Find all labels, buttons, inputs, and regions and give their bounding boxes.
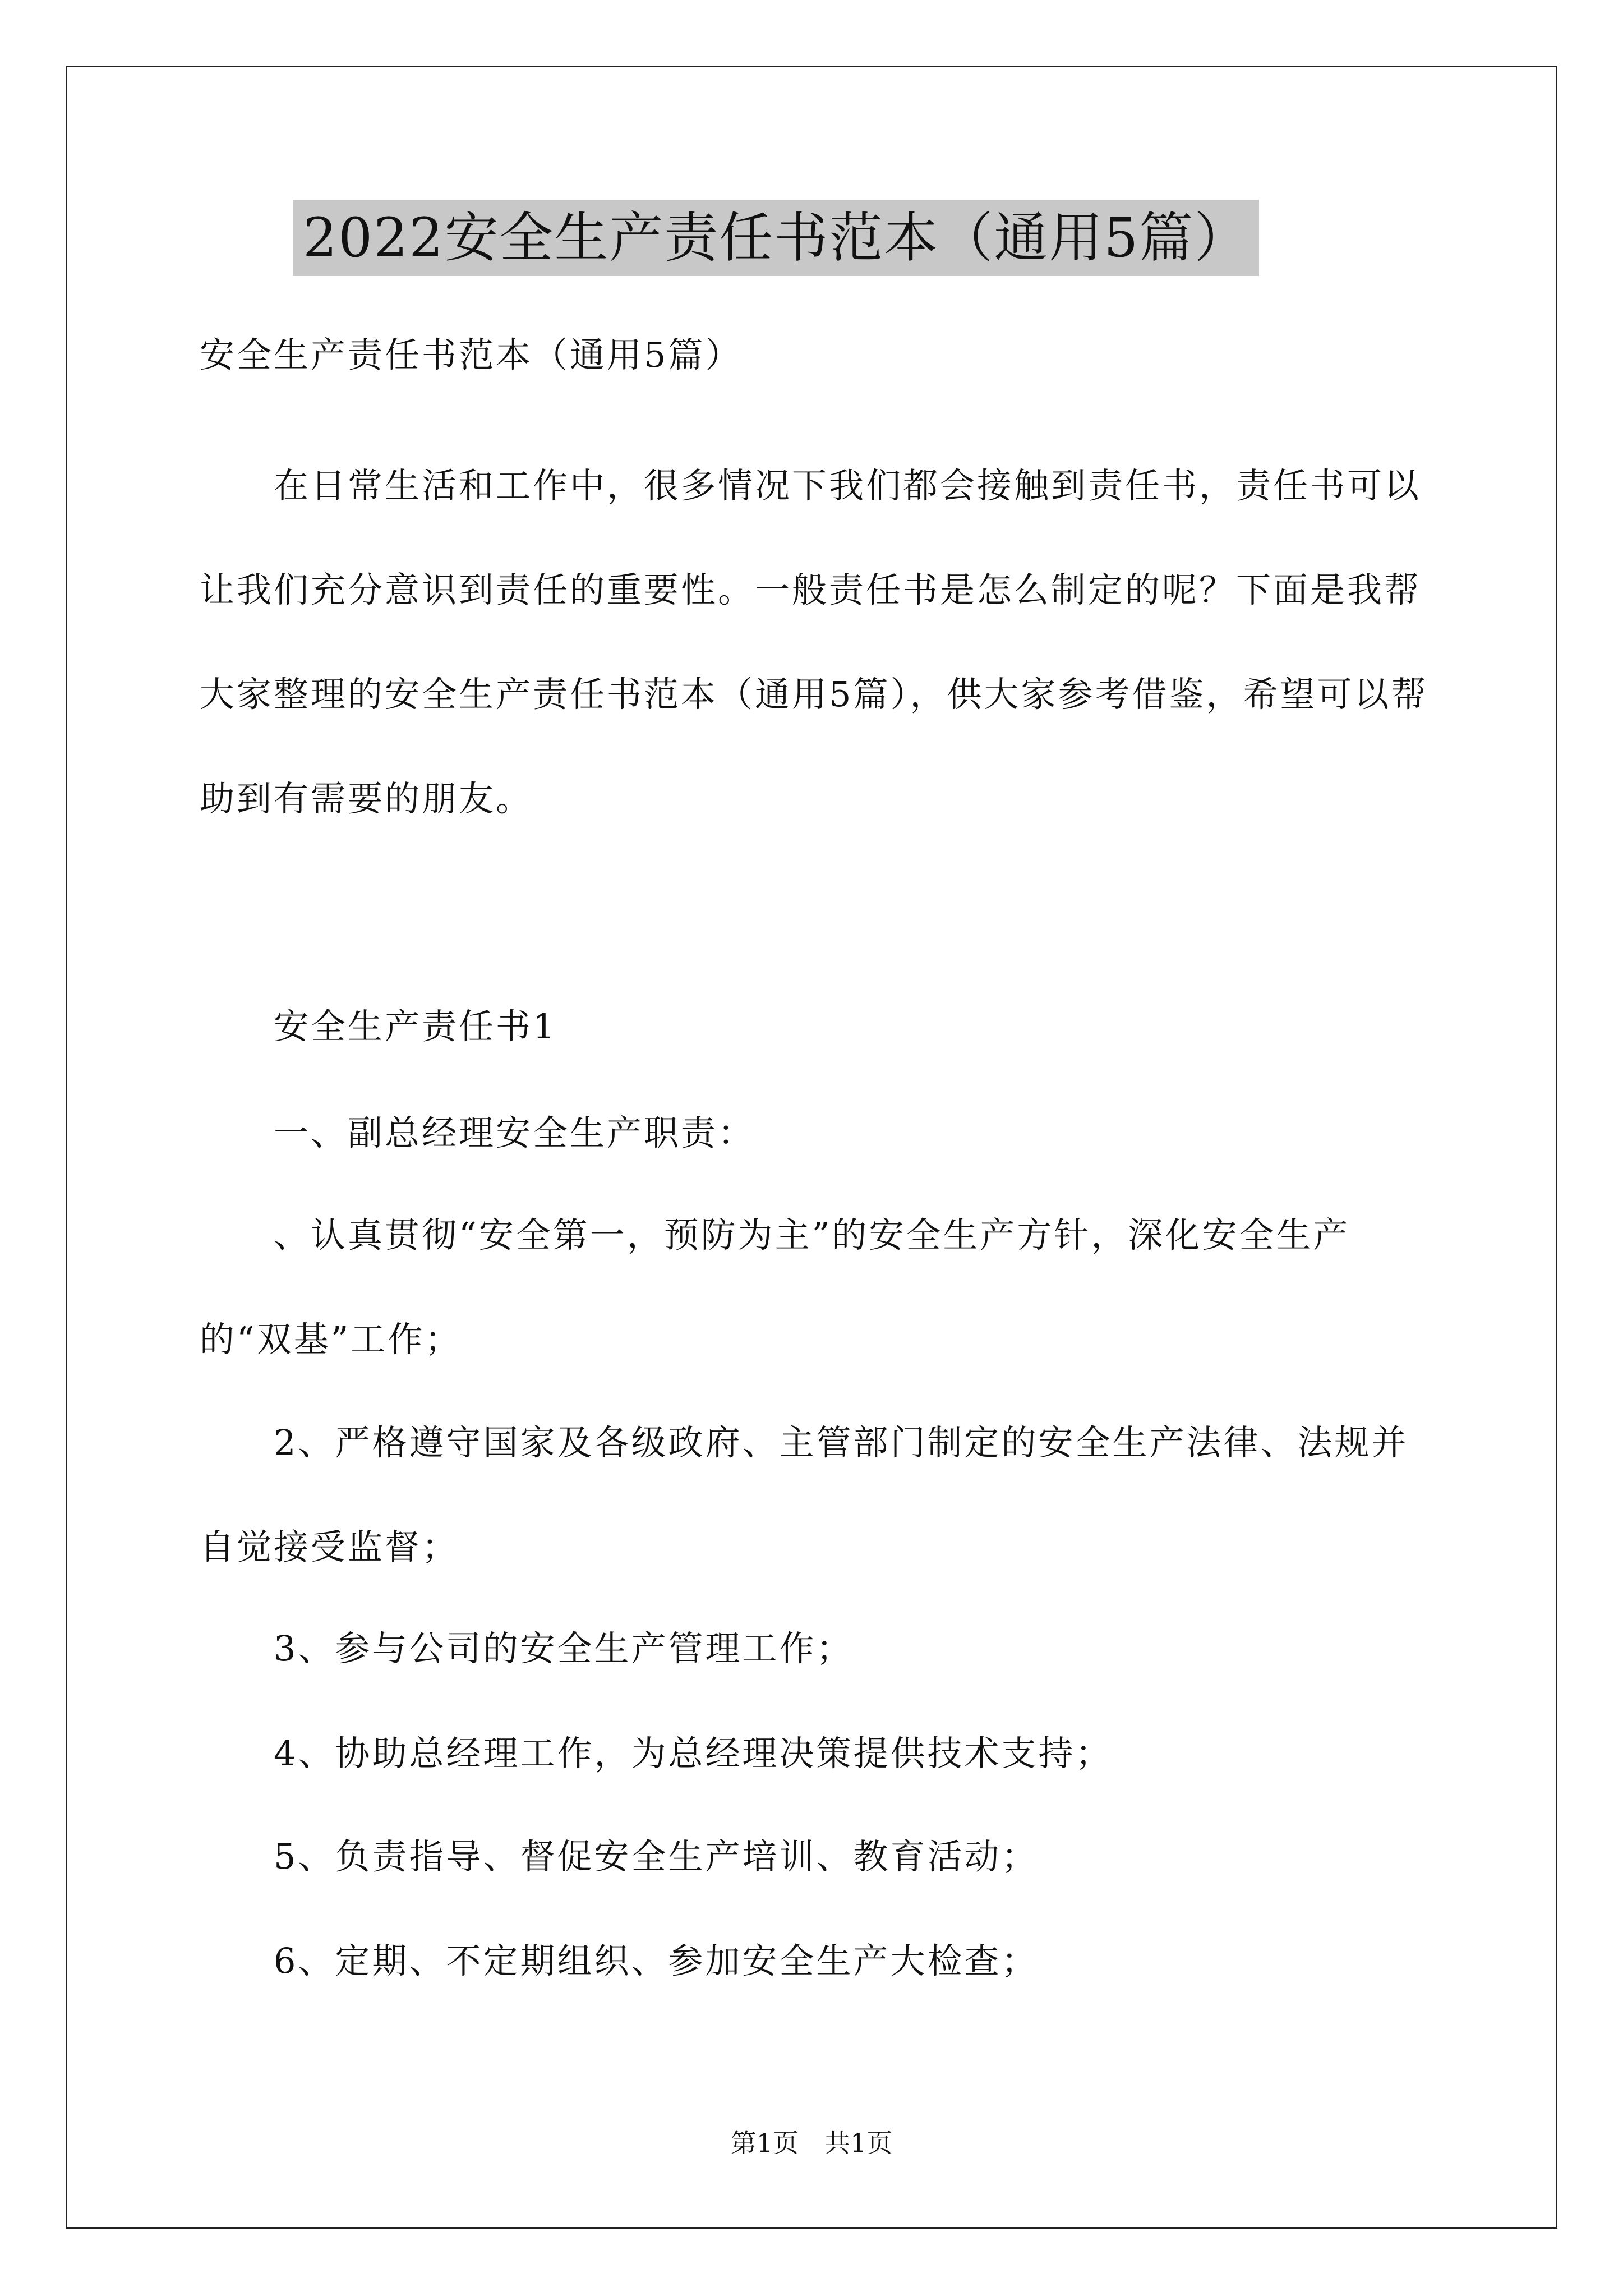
list-item: 5、负责指导、督促安全生产培训、教育活动；: [200, 1836, 1039, 1877]
document-subtitle: 安全生产责任书范本（通用5篇）: [200, 334, 743, 375]
intro-paragraph: 在日常生活和工作中，很多情况下我们都会接触到责任书，责任书可以让我们充分意识到责任的重要性。一般责任书是怎么制定的呢？下面是我帮大家整理的安全生产责任书范本（通用5篇），供大家参考借鉴，希望可以帮助到有需要的朋友。: [200, 465, 1428, 819]
list-item: 、认真贯彻“安全第一，预防为主”的安全生产方针，深化安全生产的“双基”工作；: [200, 1214, 1350, 1360]
list-item: 3、参与公司的安全生产管理工作；: [200, 1628, 854, 1669]
document-title: 2022安全生产责任书范本（通用5篇）: [293, 200, 1259, 276]
list-item: 6、定期、不定期组织、参加安全生产大检查；: [200, 1940, 1039, 1981]
section-heading: 安全生产责任书1: [200, 1006, 557, 1047]
page-footer: 第1页 共1页: [730, 2128, 893, 2158]
list-item: 4、协助总经理工作，为总经理决策提供技术支持；: [200, 1733, 1113, 1774]
section-subheading: 一、副总经理安全生产职责：: [200, 1112, 755, 1153]
list-item: 2、严格遵守国家及各级政府、主管部门制定的安全生产法律、法规并自觉接受监督；: [200, 1422, 1409, 1567]
